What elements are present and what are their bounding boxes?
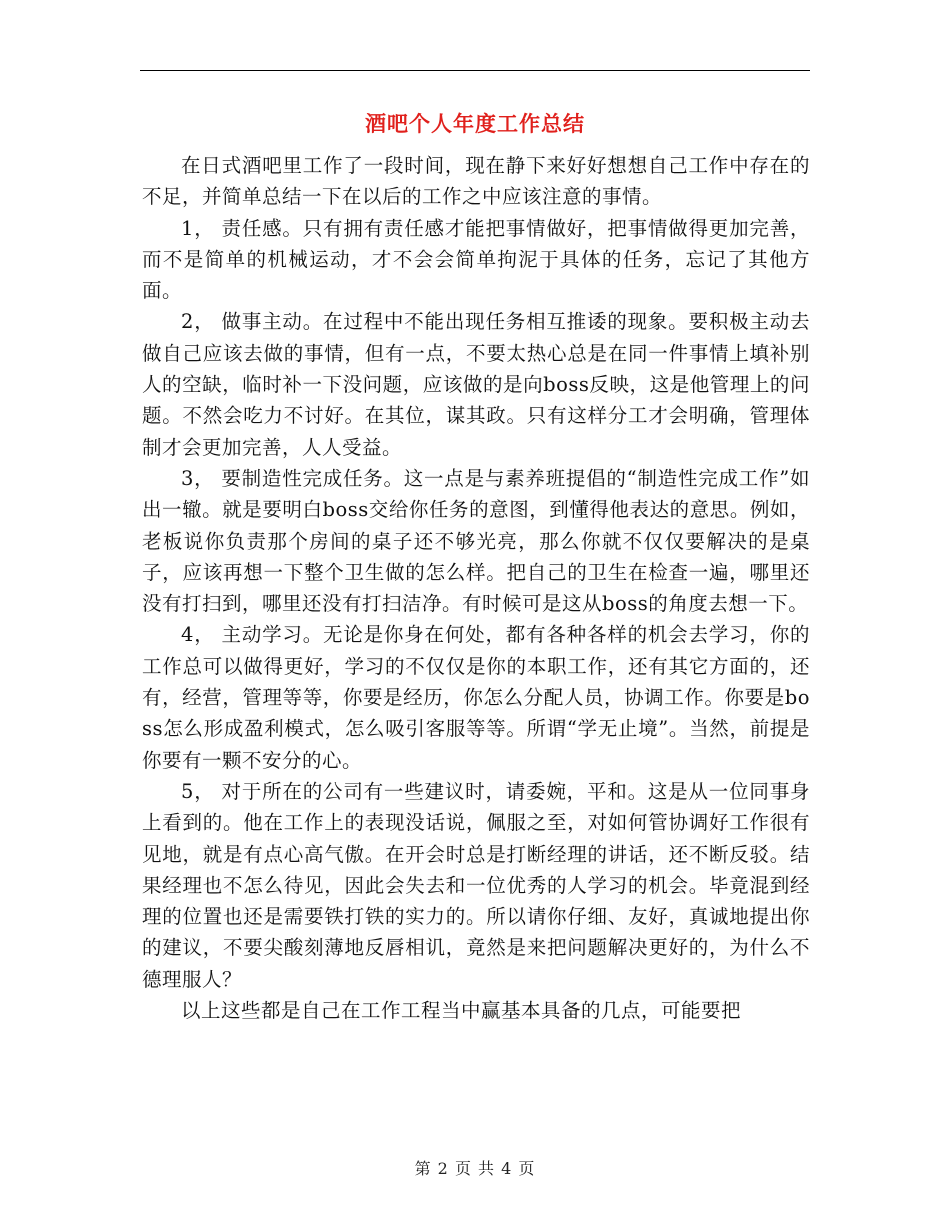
paragraph-item-3: 3， 要制造性完成任务。这一点是与素养班提倡的“制造性完成工作”如出一辙。就是要明白boss交给你任务的意图，到懂得他表达的意思。例如，老板说你负责那个房间的桌子还不够光亮，那么你就不仅仅要解决的是桌子，应该再想一下整个卫生做的怎么样。把自己的卫生在检查一遍，哪里还没有打扫到，哪里还没有打扫洁净。有时候可是这从boss的角度去想一下。 [142,466,810,616]
document-body [142,150,810,1026]
document-title: 酒吧个人年度工作总结 [365,111,585,136]
paragraph-intro: 在日式酒吧里工作了一段时间，现在静下来好好想想自己工作中存在的不足，并简单总结一下在以后的工作之中应该注意的事情。 [142,154,810,209]
paragraph-item-1: 1， 责任感。只有拥有责任感才能把事情做好，把事情做得更加完善，而不是简单的机械运动，才不会会简单拘泥于具体的任务，忘记了其他方面。 [142,216,810,303]
paragraph-item-2: 2， 做事主动。在过程中不能出现任务相互推诿的现象。要积极主动去做自己应该去做的事情，但有一点，不要太热心总是在同一件事情上填补别人的空缺，临时补一下没问题，应该做的是向boss反映，这是他管理上的问题。不然会吃力不讨好。在其位，谋其政。只有这样分工才会明确，管理体制才会更加完善，人人受益。 [142,310,810,459]
paragraph-item-5: 5， 对于所在的公司有一些建议时，请委婉，平和。这是从一位同事身上看到的。他在工作上的表现没话说，佩服之至，对如何管协调好工作很有见地，就是有点心高气傲。在开会时总是打断经理的讲话，还不断反驳。结果经理也不怎么待见，因此会失去和一位优秀的人学习的机会。毕竟混到经理的位置也还是需要铁打铁的实力的。所以请你仔细、友好，真诚地提出你的建议，不要尖酸刻薄地反唇相讥，竟然是来把问题解决更好的，为什么不德理服人？ [142,779,810,991]
paragraph-item-4: 4， 主动学习。无论是你身在何处，都有各种各样的机会去学习，你的工作总可以做得更好，学习的不仅仅是你的本职工作，还有其它方面的，还有，经营，管理等等，你要是经历，你怎么分配人员，协调工作。你要是boss怎么形成盈利模式，怎么吸引客服等等。所谓“学无止境”。当然，前提是你要有一颗不安分的心。 [142,623,810,772]
paragraph-closing: 以上这些都是自己在工作工程当中赢基本具备的几点，可能要把 [181,999,742,1023]
page-number-footer: 第 2 页 共 4 页 [414,1159,536,1178]
header-rule [140,70,810,71]
